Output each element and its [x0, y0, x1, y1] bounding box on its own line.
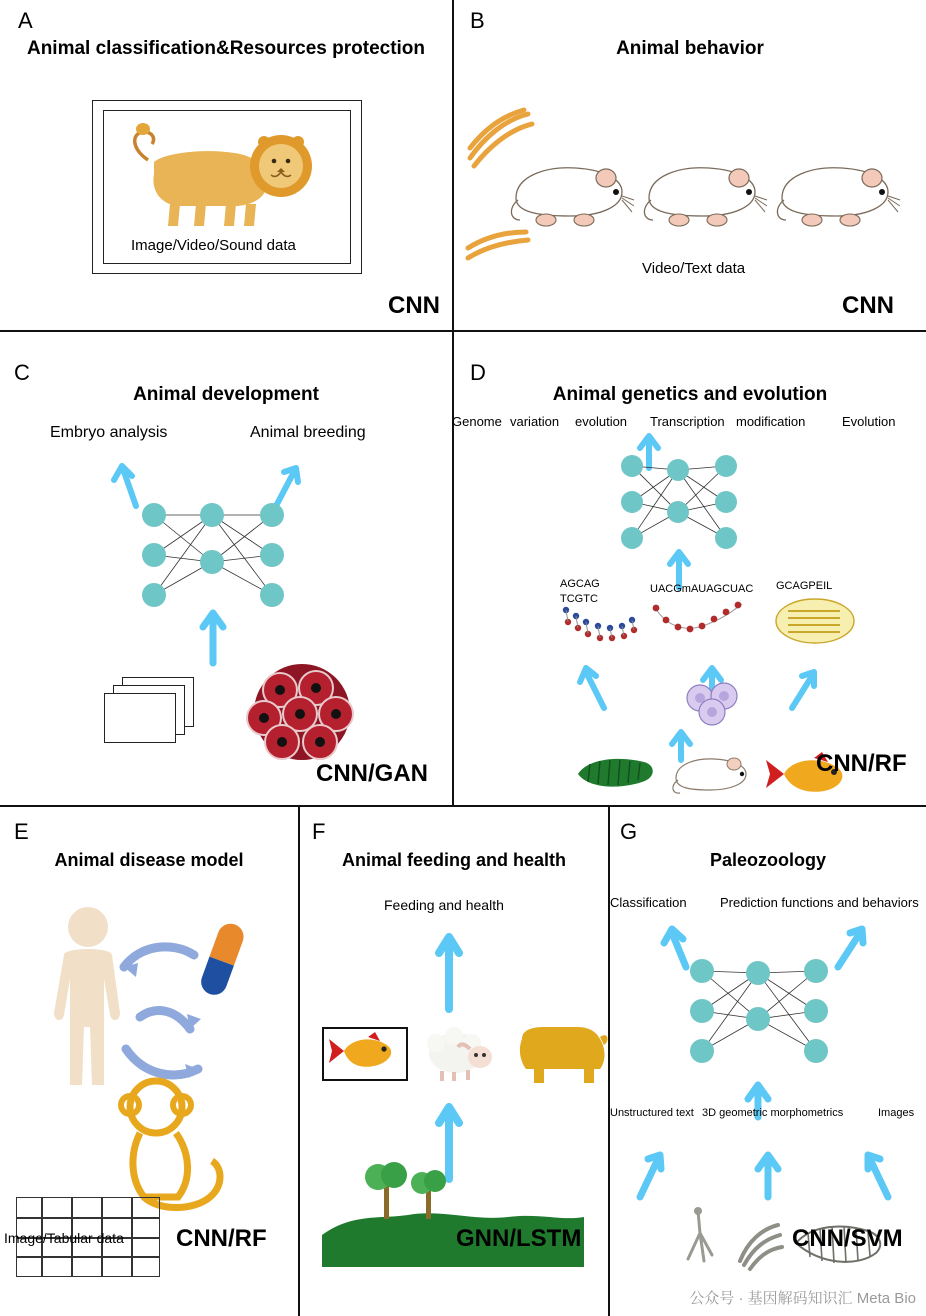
panel-c-title: Animal development: [133, 384, 319, 405]
lion-illustration: [118, 118, 338, 233]
panel-g-label: G: [620, 819, 638, 844]
neural-network-g: [680, 957, 840, 1077]
panel-d-out-genome: Genome: [452, 414, 502, 429]
panel-e-caption: Image/Tabular data: [4, 1230, 124, 1246]
panel-g-in-3d: 3D geometric morphometrics: [702, 1107, 844, 1119]
bone-icon: [678, 1207, 728, 1273]
panel-d-seq-protein: GCAGPEIL: [776, 580, 833, 592]
panel-d-title: Animal genetics and evolution: [552, 384, 828, 405]
panel-d-model: CNN/RF: [816, 750, 907, 777]
panel-e: [0, 807, 298, 1316]
panel-g-title: Paleozoology: [709, 850, 826, 870]
panel-c-output-embryo: Embryo analysis: [50, 424, 168, 441]
embryo-cells-icon: [242, 662, 362, 762]
panel-c: [0, 332, 452, 805]
panel-a-label: A: [18, 8, 33, 33]
panel-c-label: C: [14, 360, 30, 385]
panel-g-in-images: Images: [878, 1107, 915, 1119]
watermark: 公众号 · 基因解码知识汇 Meta Bio: [689, 1290, 916, 1307]
panel-b: [454, 0, 926, 330]
panel-c-model: CNN/GAN: [316, 760, 428, 787]
whisker-strokes-bottom: [464, 230, 534, 270]
cells-icon: [682, 682, 752, 724]
dna-helix-icon: [560, 604, 640, 648]
panel-e-model: CNN/RF: [176, 1225, 267, 1252]
panel-d-out-evolution: evolution: [575, 414, 628, 429]
panel-b-model: CNN: [842, 292, 894, 319]
panel-d-out-evolution2: Evolution: [842, 414, 896, 429]
panel-b-label: B: [470, 8, 485, 33]
panel-d-seq-dna-1: AGCAG: [560, 578, 600, 590]
panel-c-input-arrow: [198, 607, 228, 667]
panel-a-model: CNN: [388, 292, 440, 319]
rna-curve-icon: [650, 600, 746, 638]
panel-a-title: Animal classification&Resources protection: [26, 38, 426, 59]
protein-gel-icon: [774, 596, 856, 646]
panel-f: [300, 807, 608, 1316]
panel-f-label: F: [312, 819, 326, 844]
panel-f-model: GNN/LSTM: [456, 1225, 582, 1252]
mouse-illustration-3: [772, 148, 902, 234]
panel-d-label: D: [470, 360, 486, 385]
sheep-icon: [418, 1025, 498, 1083]
panel-b-caption: Video/Text data: [642, 260, 746, 277]
mouse-illustration-1: [506, 148, 636, 234]
panel-g-input-arrows: [620, 1127, 920, 1205]
panel-e-title: Animal disease model: [54, 850, 244, 870]
panel-g-model: CNN/SVM: [792, 1225, 903, 1252]
panel-g-in-text: Unstructured text: [610, 1107, 694, 1119]
image-stack-icon: [104, 677, 194, 741]
panel-a: [0, 0, 452, 330]
panel-f-title: Animal feeding and health: [341, 850, 567, 870]
fish-icon-f: [326, 1031, 400, 1073]
panel-e-label: E: [14, 819, 29, 844]
panel-f-top-arrow: [434, 927, 464, 1011]
mouse-illustration-2: [639, 148, 769, 234]
mouse-icon-d: [668, 750, 754, 796]
worm-icon: [572, 752, 658, 794]
panel-c-output-breeding: Animal breeding: [250, 424, 366, 441]
claw-icon: [734, 1219, 788, 1275]
panel-f-caption: Feeding and health: [384, 897, 504, 913]
cow-icon: [514, 1017, 610, 1087]
panel-d-seq-dna-2: TCGTC: [560, 593, 598, 605]
panel-d-seq-rna: UACGmAUAGCUAC: [650, 583, 754, 595]
panel-g-out-classification: Classification: [610, 895, 687, 910]
panel-d-out-transcription: Transcription: [650, 414, 725, 429]
panel-d: [454, 332, 926, 805]
panel-b-title: Animal behavior: [616, 38, 764, 59]
panel-g: [610, 807, 926, 1316]
panel-g-out-prediction: Prediction functions and behaviors: [720, 895, 919, 910]
panel-d-out-variation: variation: [510, 414, 560, 429]
panel-d-out-modification: modification: [736, 414, 806, 429]
panel-a-caption: Image/Video/Sound data: [131, 237, 296, 254]
